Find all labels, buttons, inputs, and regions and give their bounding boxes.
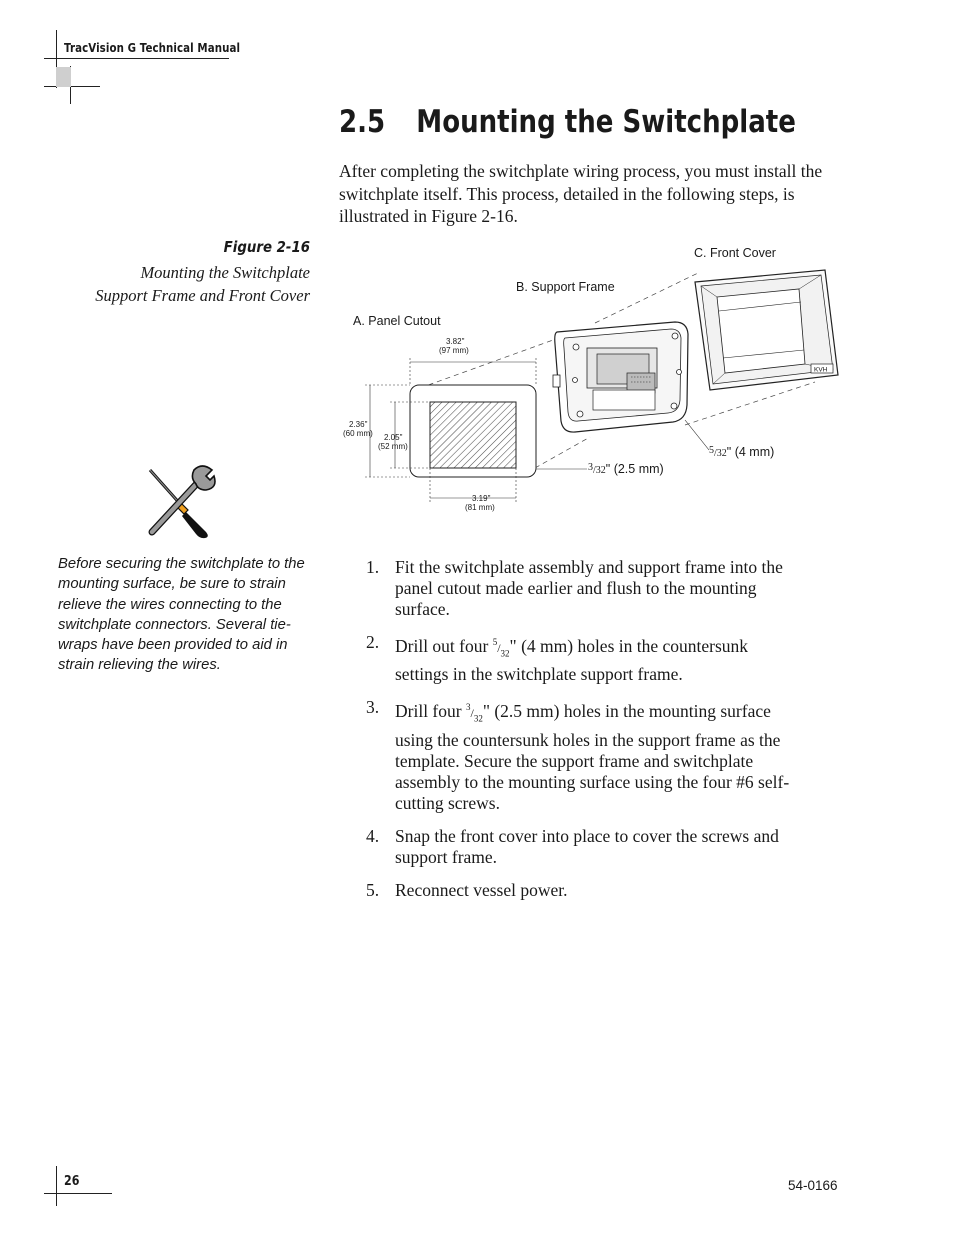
steps-list [366, 557, 796, 913]
fraction-numerator: 5 [492, 637, 498, 647]
hole-large-callout: $^5_/$32" (4 mm) [709, 445, 775, 459]
step-text-after: " (2.5 mm) holes in the mounting surface using the countersunk holes in the support frame as the template. Secure the support frame and switchplate assembly to the mounting surface using the four #6 self-cutting screws. [395, 701, 790, 813]
step-text: Reconnect vessel power. [395, 879, 568, 900]
dim-width-outer: 3.82" [446, 337, 465, 346]
manual-title: TracVision G Technical Manual [64, 40, 241, 55]
footer-rule [44, 1193, 112, 1194]
switchplate-diagram [335, 240, 845, 520]
strain-relief-note: Before securing the switchplate to the mounting surface, be sure to strain relieve the wires connecting to the switchplate connectors. Several tie-wraps have been provided to aid in strain relieving the wires. [58, 556, 305, 674]
list-item [366, 826, 796, 868]
dim-height-outer-mm: (60 mm) [343, 429, 373, 438]
section-heading [339, 104, 796, 140]
step-number: 4. [366, 825, 380, 846]
header-lower-rule [44, 86, 100, 87]
step-number: 2. [366, 632, 380, 652]
support-frame-label: B. Support Frame [516, 280, 615, 294]
intro-paragraph: After completing the switchplate wiring process, you must install the switchplate itself. This process, detailed in the following steps, is illustrated in Figure 2-16. [339, 161, 823, 226]
fraction-numerator: 3 [465, 702, 471, 713]
figure-caption-line1: Mounting the Switchplate [140, 263, 310, 282]
step-text-before: Drill out four [395, 635, 493, 656]
step-number: 3. [366, 697, 380, 718]
kvh-logo: KVH [814, 366, 828, 374]
dim-height-outer: 2.36" [349, 420, 368, 429]
panel-cutout [343, 337, 587, 512]
tools-icon [144, 464, 216, 540]
dim-width-outer-mm: (97 mm) [439, 346, 469, 355]
step-text: Snap the front cover into place to cover the screws and support frame. [395, 825, 779, 867]
dim-width-inner: 3.19" [472, 494, 491, 503]
figure-label: Figure 2-16 [223, 238, 310, 256]
list-item [366, 557, 796, 620]
step-text-after: " (4 mm) holes in the countersunk settings in the switchplate support frame. [395, 635, 749, 685]
figure-caption [70, 261, 310, 307]
page-number: 26 [64, 1174, 80, 1189]
fraction-denominator: 32 [500, 648, 510, 659]
section-number: 2.5 [339, 104, 386, 140]
corner-mark [56, 67, 71, 87]
section-title: Mounting the Switchplate [416, 104, 796, 140]
dim-height-inner-mm: (52 mm) [378, 442, 408, 451]
step-text: Fit the switchplate assembly and support frame into the panel cutout made earlier and flush to the mounting surface. [395, 557, 783, 619]
dim-height-inner: 2.05" [384, 433, 403, 442]
front-cover-label: C. Front Cover [694, 246, 776, 260]
dim-width-inner-mm: (81 mm) [465, 503, 495, 512]
list-item [366, 880, 796, 901]
list-item: 2. Drill out four $^5/_{32}$" (4 mm) holes in the countersunk settings in the switchplate support frame. [366, 632, 749, 685]
panel-cutout-label: A. Panel Cutout [353, 314, 441, 328]
step-number: 1. [366, 557, 380, 577]
document-number: 54-0166 [788, 1178, 838, 1193]
support-frame [553, 322, 709, 450]
footer-vertical-rule [56, 1166, 57, 1206]
front-cover [695, 270, 838, 390]
hole-small-callout: $^3_/$32" (2.5 mm) [588, 462, 664, 476]
figure-caption-line2: Support Frame and Front Cover [95, 286, 310, 305]
step-number: 5. [366, 879, 380, 900]
step-text-before: Drill four [395, 701, 466, 722]
list-item: 3. Drill four $^3/_{32}$" (2.5 mm) holes in the mounting surface using the countersunk holes in the support frame as the template. Secure the support frame and switchplate assembly to the mounting surface using the four #6 self-cutting screws. [366, 697, 790, 813]
fraction-denominator: 32 [473, 713, 483, 724]
header-rule [44, 58, 229, 59]
